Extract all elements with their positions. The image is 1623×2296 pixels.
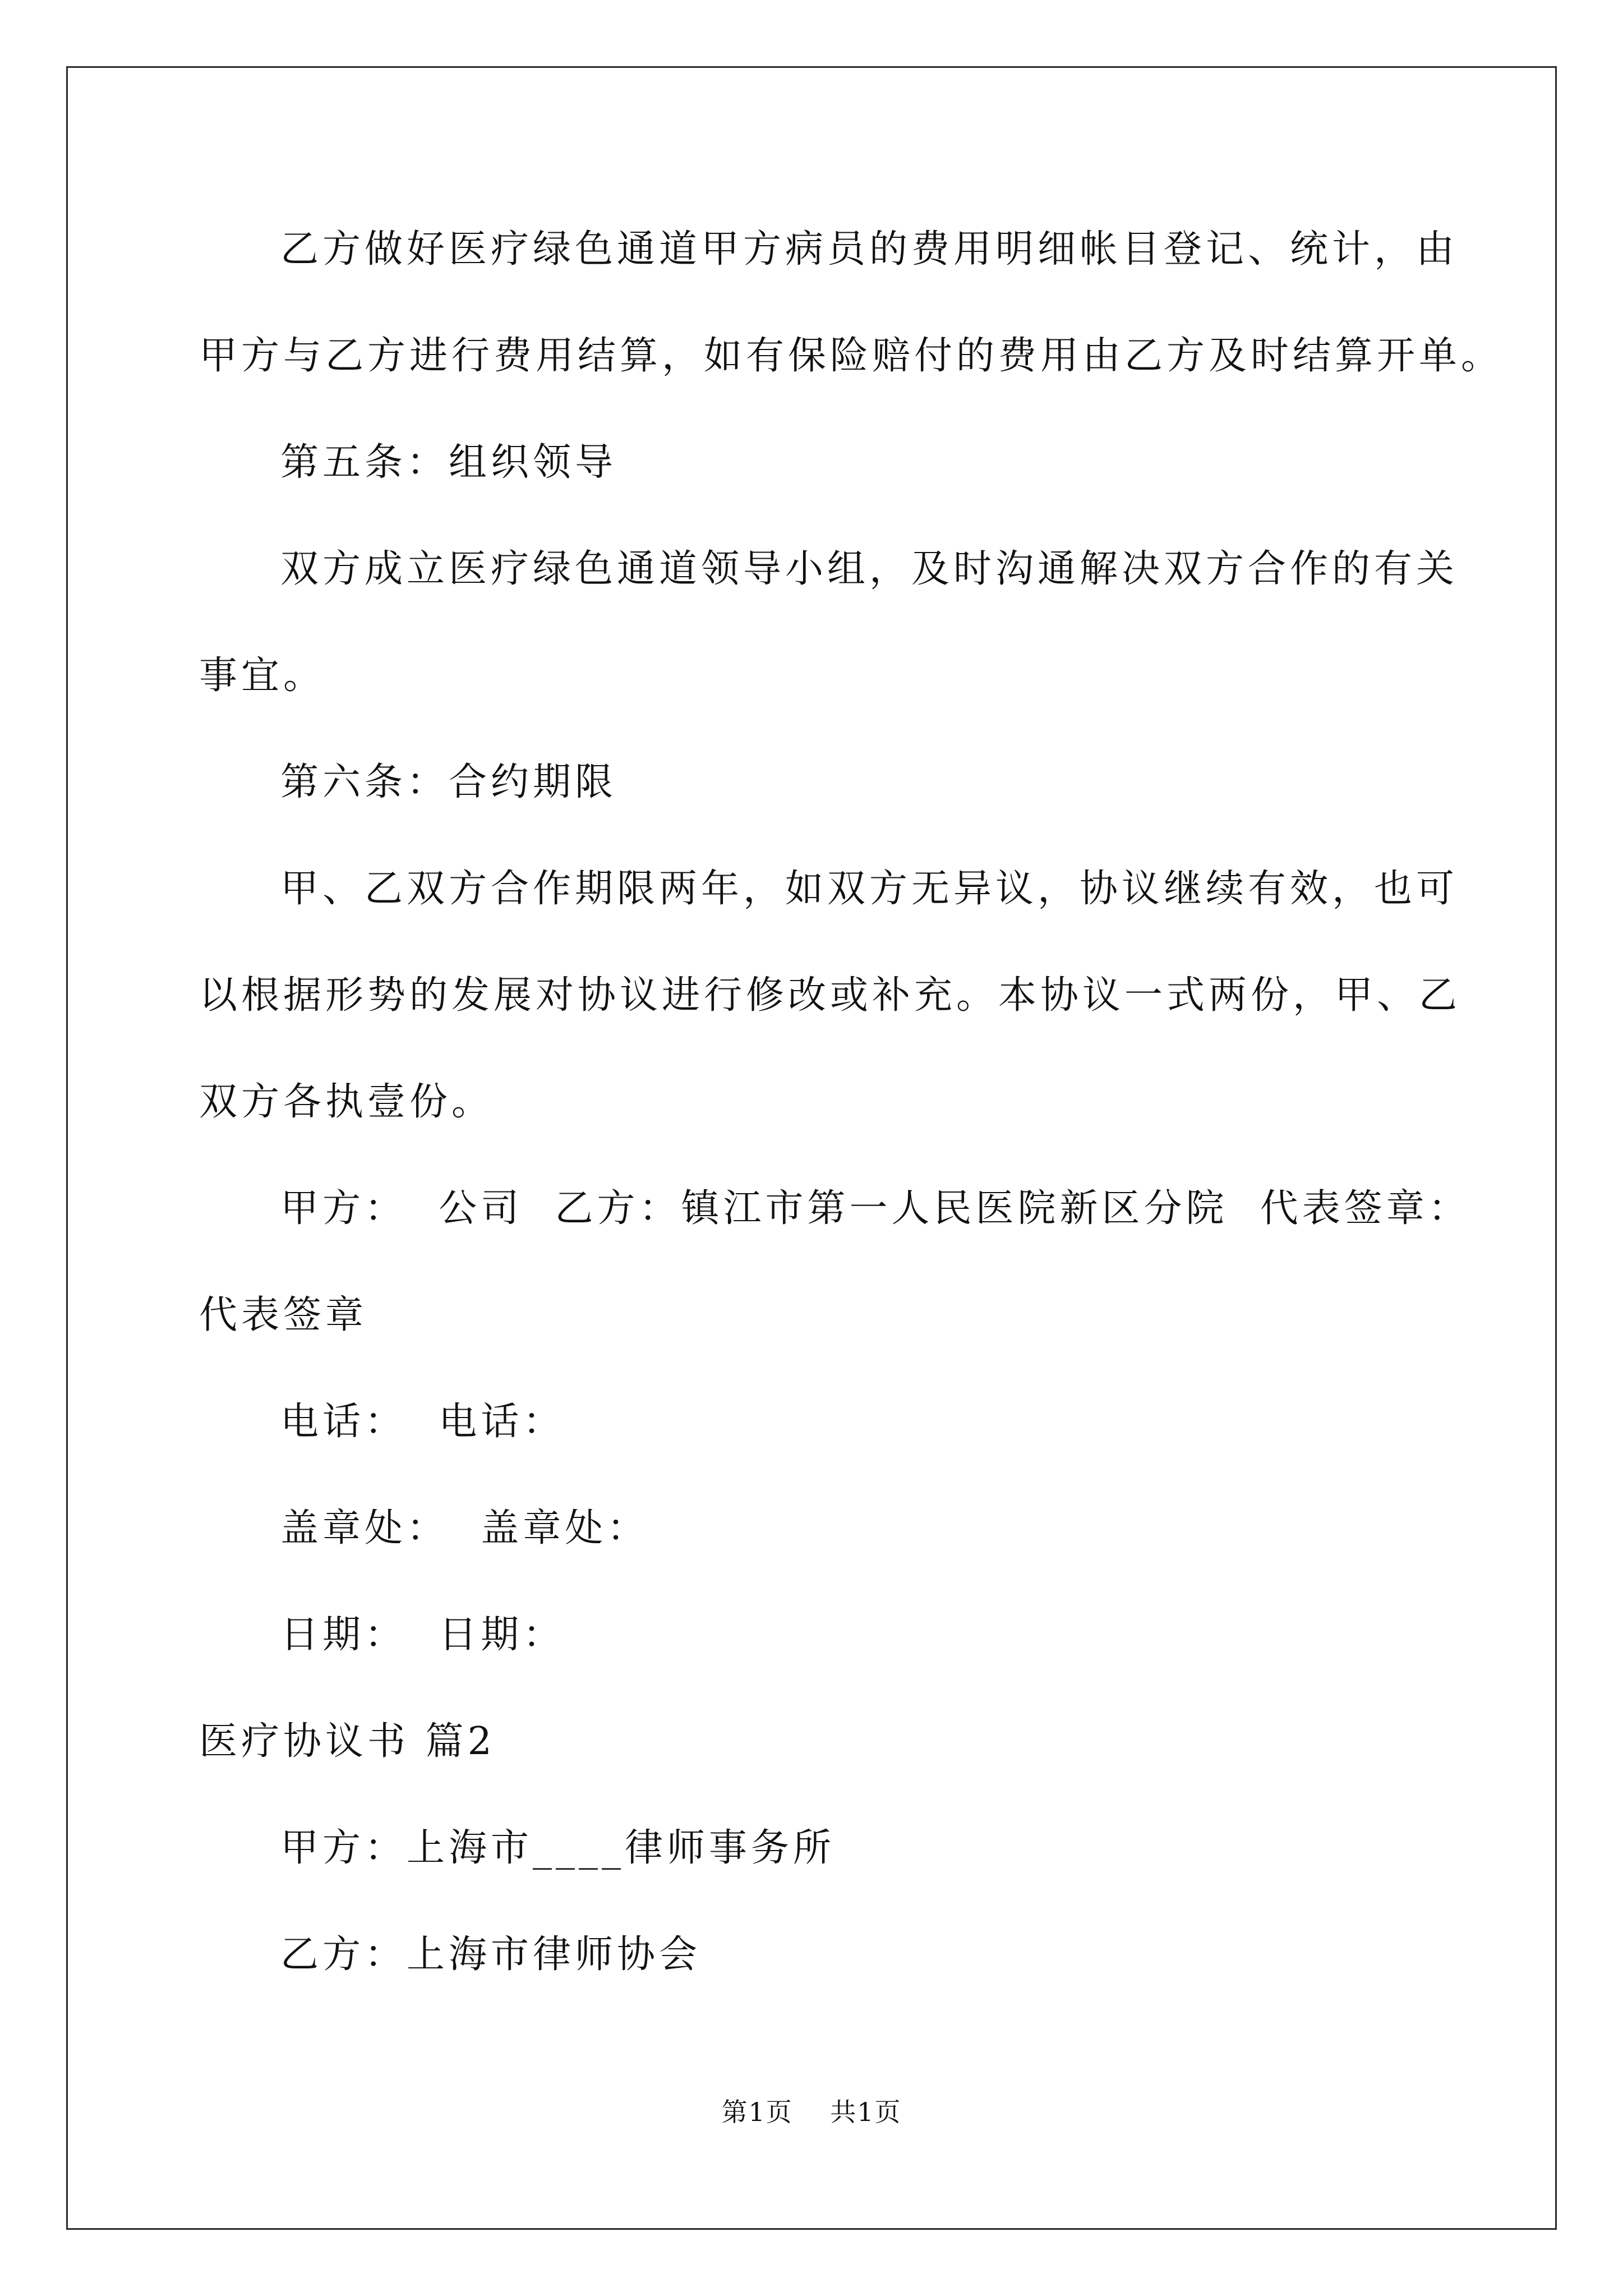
paragraph-line: 甲方与乙方进行费用结算，如有保险赔付的费用由乙方及时结算开单。 bbox=[199, 334, 1504, 378]
seal-line: 盖章处： 盖章处： bbox=[280, 1506, 649, 1550]
paragraph-line: 乙方做好医疗绿色通道甲方病员的费用明细帐目登记、统计，由 bbox=[280, 227, 1459, 272]
signature-line: 代表签章 bbox=[199, 1293, 368, 1337]
page-number-footer: 第1页 共1页 bbox=[721, 2097, 902, 2127]
paragraph-line: 事宜。 bbox=[199, 654, 326, 698]
date-line: 日期： 日期： bbox=[280, 1613, 565, 1657]
paragraph-line: 双方成立医疗绿色通道领导小组，及时沟通解决双方合作的有关 bbox=[280, 547, 1459, 591]
phone-line: 电话： 电话： bbox=[280, 1400, 565, 1444]
paragraph-line: 双方各执壹份。 bbox=[199, 1080, 494, 1124]
page-border bbox=[66, 66, 1557, 2230]
party-a-line: 甲方：上海市____律师事务所 bbox=[280, 1826, 836, 1870]
signature-parties: 甲方： 公司 乙方：镇江市第一人民医院新区分院 代表签章： bbox=[280, 1186, 1470, 1231]
section-heading: 第六条：合约期限 bbox=[280, 760, 617, 804]
paragraph-line: 甲、乙双方合作期限两年，如双方无异议，协议继续有效，也可 bbox=[280, 867, 1459, 911]
party-b-line: 乙方：上海市律师协会 bbox=[280, 1932, 702, 1977]
paragraph-line: 以根据形势的发展对协议进行修改或补充。本协议一式两份，甲、乙 bbox=[199, 973, 1461, 1018]
section-heading: 第五条：组织领导 bbox=[280, 440, 617, 485]
document-title: 医疗协议书 篇2 bbox=[199, 1719, 496, 1764]
